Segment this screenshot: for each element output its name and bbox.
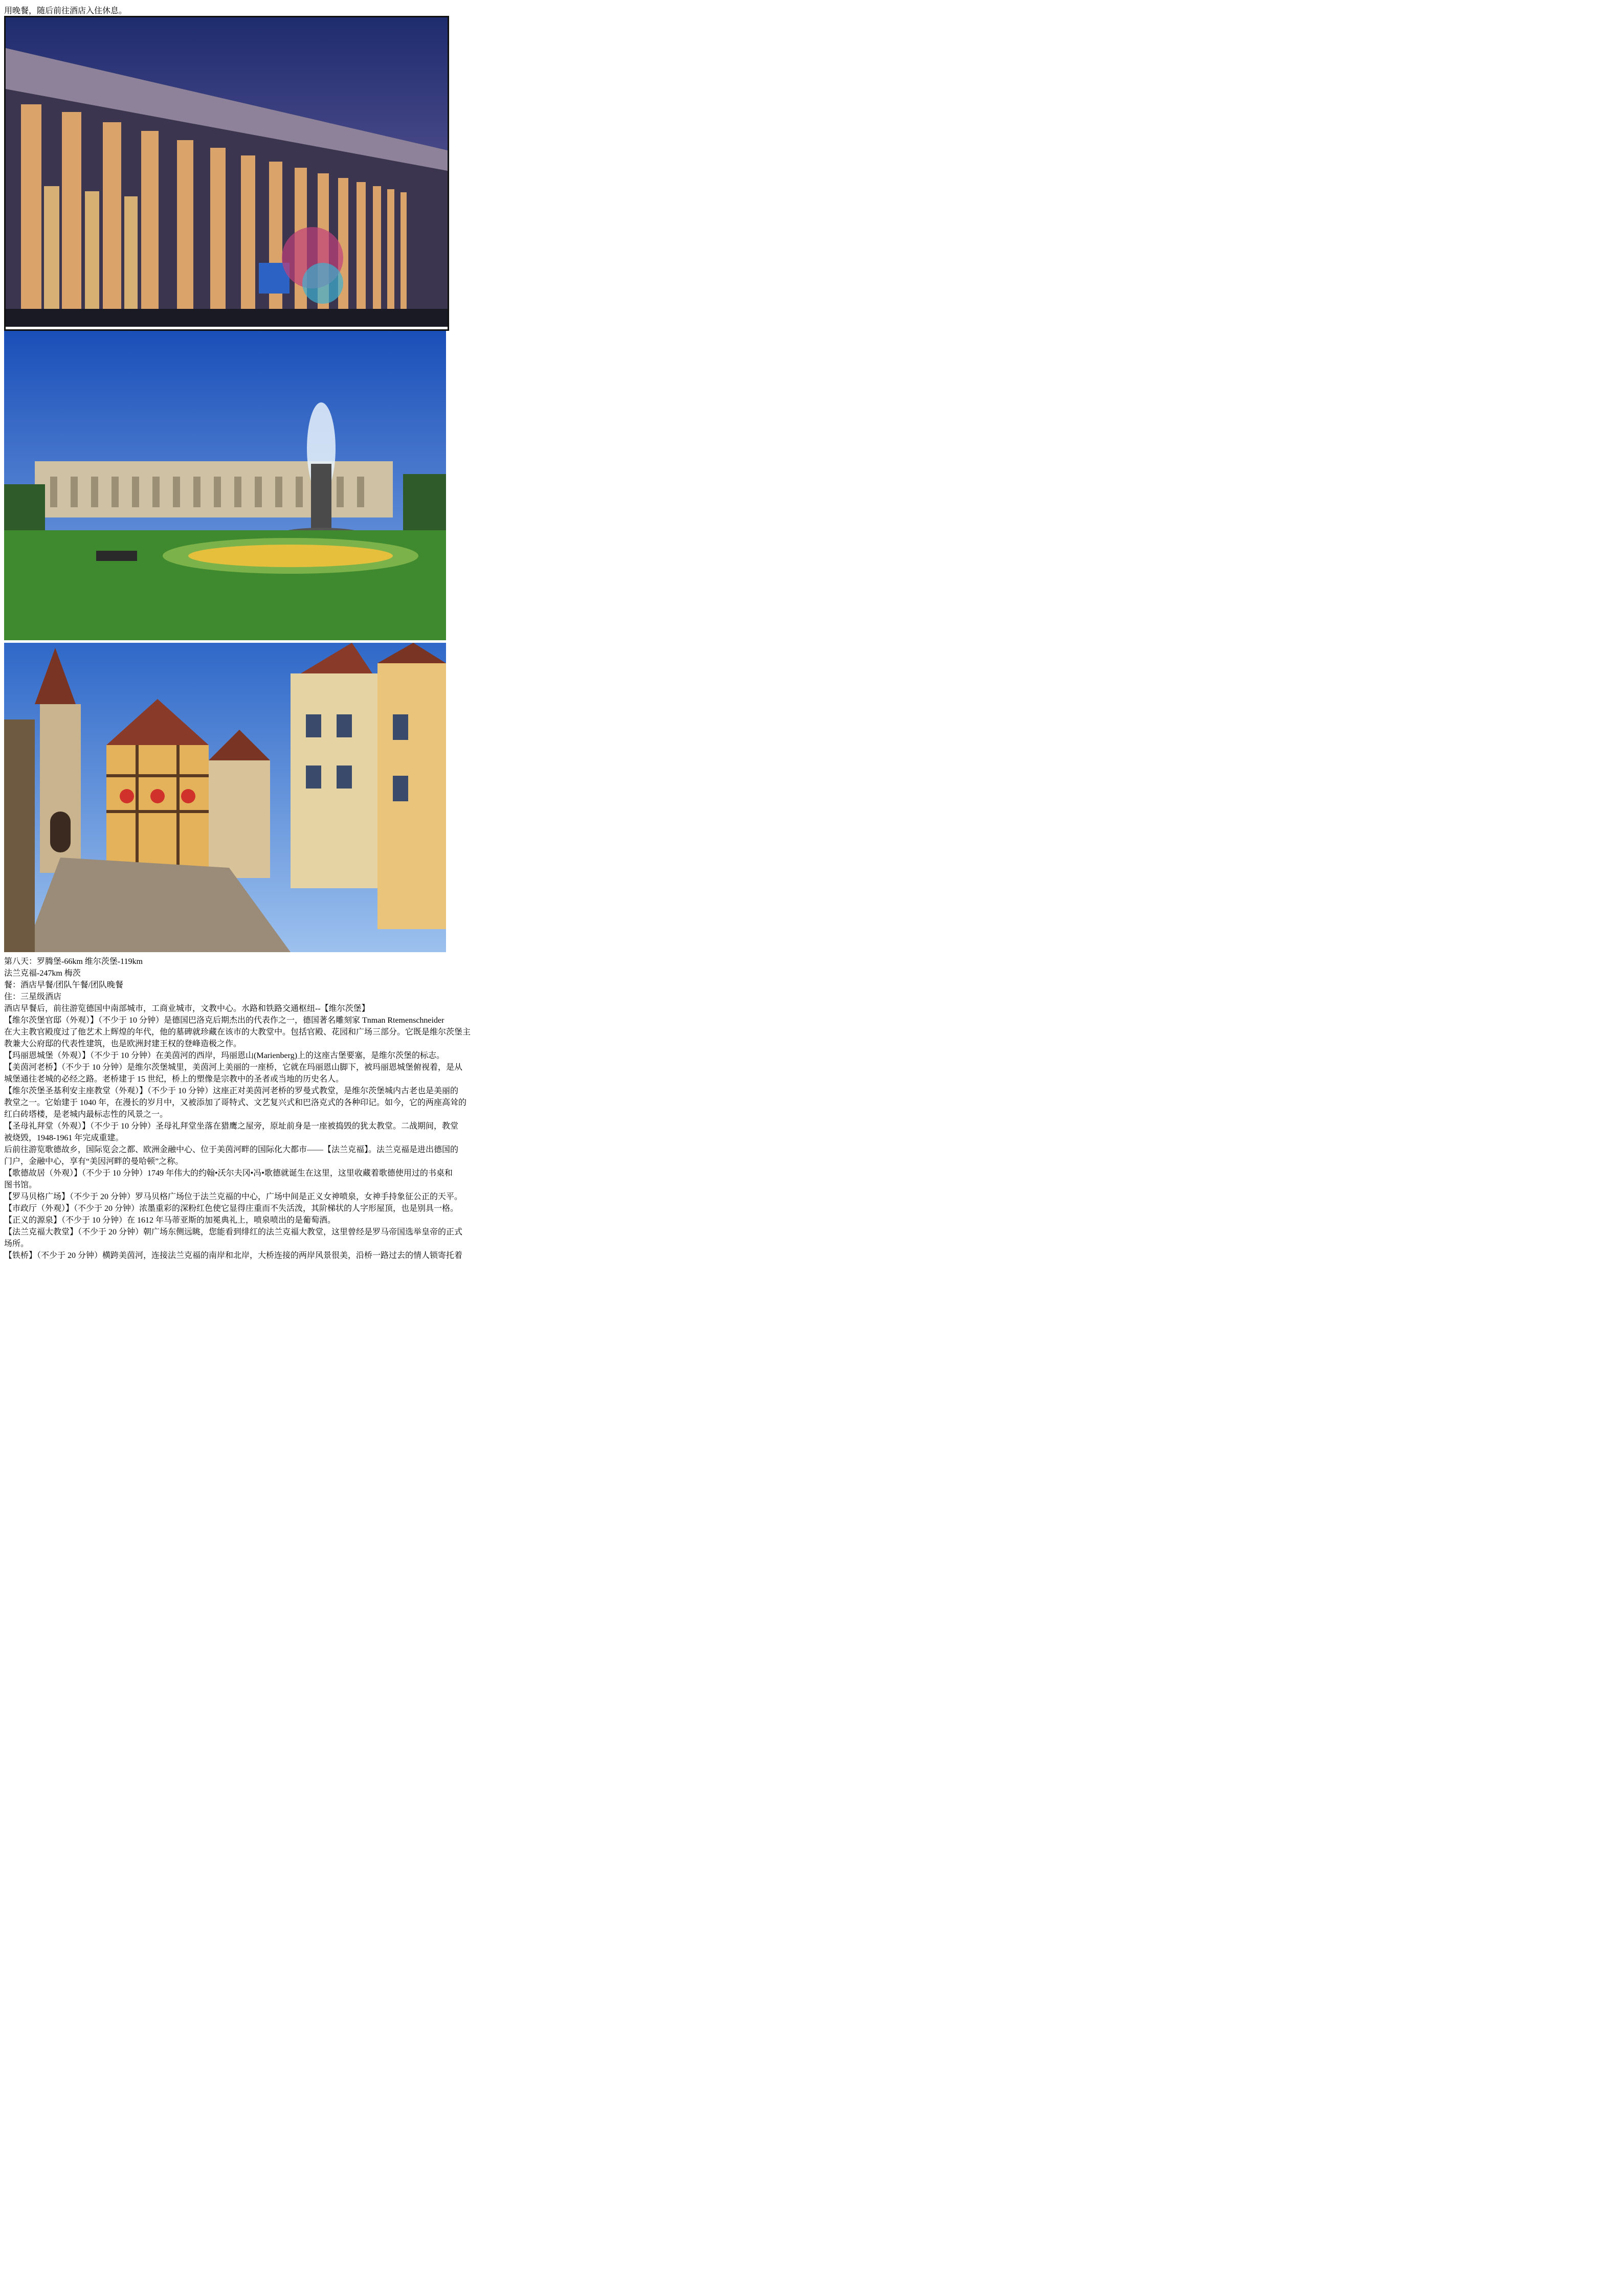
attraction-name: 【市政厅（外观）】 [4, 1204, 74, 1213]
attraction-name: 【维尔茨堡官邸（外观）】 [4, 1016, 99, 1025]
photo-rothenburg [4, 643, 446, 955]
line-text: 酒店早餐后，前往游览德国中南部城市，工商业城市，文教中心。水路和铁路交通枢纽-- [4, 1004, 321, 1013]
itinerary-line [4, 1213, 1620, 1225]
attraction-name: 【罗马贝格广场】 [4, 1192, 70, 1201]
itinerary-line [4, 1119, 1620, 1131]
line-text: 。法兰克福是进出德国的 [368, 1145, 459, 1154]
line-text: 红白砖塔楼，是老城内最标志性的风景之一。 [4, 1110, 168, 1119]
attraction-name: 【圣母礼拜堂（外观）】 [4, 1122, 91, 1131]
destination-name: 【法兰克福】 [323, 1145, 369, 1154]
line-text: 教堂之一。它始建于 1040 年，在漫长的岁月中，又被添加了哥特式、文艺复兴式和巴洛克式的各种印记。如今，它的两座高耸的 [4, 1098, 467, 1107]
line-text: （不少于 10 分钟）这座正对美茵河老桥的罗曼式教堂，是维尔茨堡城内古老也是美丽的 [147, 1087, 459, 1095]
line-text: 门户，金融中心，享有“美因河畔的曼哈顿”之称。 [4, 1157, 184, 1166]
day-stay: 住：三星级酒店 [4, 993, 62, 1001]
line-text: 被烧毁，1948-1961 年完成重建。 [4, 1134, 124, 1142]
day-stay-cell [4, 990, 525, 1002]
itinerary-text [4, 1002, 1620, 1260]
itinerary-line [4, 1249, 1620, 1260]
itinerary-line [4, 1072, 1620, 1084]
itinerary-line [4, 1025, 1620, 1037]
itinerary-line [4, 1225, 1620, 1237]
attraction-name: 【美茵河老桥】 [4, 1063, 62, 1072]
line-text: （不少于 20 分钟）罗马贝格广场位于法兰克福的中心，广场中间是正义女神喷泉，女神手持象征公正的天平。 [70, 1192, 463, 1201]
day-title-line2: 法兰克福-247km 梅茨 [4, 969, 81, 978]
line-text: （不少于 10 分钟）在美茵河的西岸，玛丽恩山(Marienberg)上的这座古堡要塞，是维尔茨堡的标志。 [90, 1051, 445, 1060]
itinerary-line [4, 1096, 1620, 1108]
day-title-cell [4, 955, 464, 978]
line-text: （不少于 20 分钟）浓墨重彩的深粉红色使它显得庄重而不失活泼，其阶梯状的人字形屋顶，也是别具一格。 [74, 1204, 459, 1213]
itinerary-line [4, 1155, 1620, 1166]
attraction-name: 【维尔茨堡圣基利安主座教堂（外观）】 [4, 1087, 148, 1095]
line-text: （不少于 10 分钟）是维尔茨堡城里，美茵河上美丽的一座桥，它就在玛丽恩山脚下，被玛丽恩城堡俯视着，是从 [61, 1063, 463, 1072]
line-text: 城堡通往老城的必经之路。老桥建于 15 世纪，桥上的塑像是宗教中的圣者或当地的历史名人。 [4, 1075, 344, 1084]
itinerary-line [4, 1061, 1620, 1072]
itinerary-line [4, 1049, 1620, 1061]
day-title-line1: 第八天：罗腾堡-66km 维尔茨堡-119km [4, 957, 143, 966]
line-text: （不少于 10 分钟）是德国巴洛克后期杰出的代表作之一，德国著名雕刻家 Tnman Rtemenschneider [98, 1016, 444, 1025]
photo-schlossplatz [4, 331, 446, 643]
line-text: （不少于 10 分钟）圣母礼拜堂坐落在猎鹰之屋旁，原址前身是一座被捣毁的犹太教堂。二战期间，教堂 [90, 1122, 459, 1131]
line-text: （不少于 20 分钟）横跨美茵河，连接法兰克福的南岸和北岸，大桥连接的两岸风景很美，沿桥一路过去的情人锁寄托着 [37, 1251, 463, 1260]
itinerary-line [4, 1202, 1620, 1213]
line-text: （不少于 10 分钟）1749 年伟大的约翰•沃尔夫冈•冯•歌德就诞生在这里，这里收藏着歌德使用过的书桌和 [82, 1169, 453, 1178]
itinerary-line [4, 1108, 1620, 1119]
attraction-name: 【铁桥】 [4, 1251, 37, 1260]
day-meals: 餐：酒店早餐/团队午餐/团队晚餐 [4, 981, 123, 989]
itinerary-line [4, 1037, 1620, 1049]
attraction-name: 【法兰克福大教堂】 [4, 1228, 78, 1236]
itinerary-line [4, 1014, 1620, 1025]
intro-line: 用晚餐，随后前往酒店入住休息。 [4, 7, 127, 15]
itinerary-line [4, 1143, 1620, 1155]
day-schedule-table [4, 955, 1620, 1002]
attraction-name: 【正义的源泉】 [4, 1216, 62, 1225]
itinerary-line [4, 1084, 1620, 1096]
page-card [4, 4, 1620, 1260]
attraction-name: 【玛丽恩城堡（外观）】 [4, 1051, 91, 1060]
line-text: （不少于 10 分钟）在 1612 年马蒂亚斯的加冕典礼上，喷泉喷出的是葡萄酒。 [61, 1216, 336, 1225]
itinerary-line [4, 1166, 1620, 1178]
page-content [4, 4, 1620, 1260]
line-text: （不少于 20 分钟）朝广场东侧远眺，您能看到绯红的法兰克福大教堂，这里曾经是罗马帝国选举皇帝的正式 [78, 1228, 463, 1236]
itinerary-line [4, 1131, 1620, 1143]
line-text: 场所。 [4, 1240, 29, 1248]
attraction-name: 【歌德故居（外观）】 [4, 1169, 82, 1178]
itinerary-line [4, 1190, 1620, 1202]
destination-name: 【维尔茨堡】 [320, 1004, 370, 1013]
line-text: 在大主教官殿度过了他艺术上辉煌的年代，他的墓碑就珍藏在该市的大教堂中。包括官殿、花园和广场三部分。它既是维尔茨堡主 [4, 1028, 471, 1037]
line-text: 教兼大公府邸的代表性建筑，也是欧洲封建王权的登峰造极之作。 [4, 1040, 242, 1048]
itinerary-line [4, 1178, 1620, 1190]
line-text: 图书馆。 [4, 1181, 37, 1189]
line-text: 后前往游览歌德故乡，国际览会之都、欧洲金融中心、位于美茵河畔的国际化大都市—— [4, 1145, 324, 1154]
itinerary-line [4, 1237, 1620, 1249]
itinerary-line [4, 1002, 1620, 1014]
day-meals-cell [4, 978, 470, 990]
photo-koenigsbau [4, 16, 449, 331]
